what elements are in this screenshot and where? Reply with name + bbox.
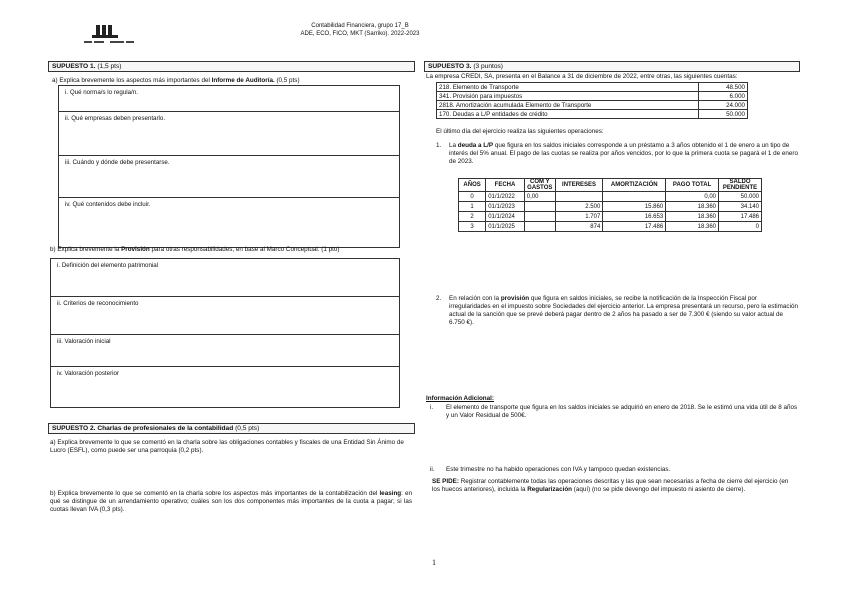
account-value: 24.000	[699, 101, 748, 110]
loan-row	[459, 202, 762, 212]
s3-title: SUPUESTO 3. (3 puntos)	[424, 61, 800, 72]
doc-header-line2: ADE, ECO, FICO, MKT (Sarriko). 2022-2023	[300, 31, 420, 37]
loan-cell: 874	[555, 222, 603, 232]
loan-cell: 0	[719, 222, 762, 232]
loan-cell: 1.707	[555, 212, 603, 222]
s2-qa-text: a) Explica brevemente lo que se comentó en la charla sobre las obligaciones contables y fiscales de una Entidad Sin Ánimo de Lucro (ESFL), como puede ser una parroquia (0,2 pts).	[50, 439, 404, 454]
s1-qa-answer-box	[58, 85, 400, 248]
s1-qb-answer-box	[50, 258, 400, 408]
loan-header-row	[459, 179, 762, 192]
s3-op2-number: 2.	[436, 295, 442, 302]
s3-op1-text: La deuda a L/P que figura en los saldos iniciales corresponde a un préstamo a 3 años obtenido el 1 de enero a un tipo de interés del 5% anual. El pago de las cuotas se realiza por años vencidos, por lo que la primera cuota se pagará el 1 de enero de 2023.	[449, 142, 798, 165]
loan-cell: 0,00	[524, 192, 555, 202]
s1-qb-text: b) Explica brevemente la Provisión para otras responsabilidades, en base al Marco Conceptual. (1 pto)	[50, 246, 340, 253]
s2-qb-text: b) Explica brevemente lo que se comentó en la charla sobre los aspectos más importantes de la contabilización del leasing: en qué se distingue de un arrendamiento operativo; cuáles son los dos componentes más importantes de la cuota a pagar; si las cuotas llevan IVA (0,3 pts).	[50, 490, 412, 513]
loan-cell: 3	[459, 222, 486, 232]
account-value: 6.000	[699, 92, 748, 101]
s3-loan-table	[458, 178, 762, 232]
loan-cell	[555, 192, 603, 202]
s3-info-ii: Este trimestre no ha habido operaciones con IVA y tampoco quedan existencias.	[446, 466, 671, 473]
loan-cell: 0,00	[666, 192, 719, 202]
s1-qb-item[interactable]: iv. Valoración posterior	[57, 370, 120, 377]
loan-cell: 1	[459, 202, 486, 212]
loan-cell	[524, 202, 555, 212]
loan-header: FECHA	[486, 179, 525, 192]
s3-intro: La empresa CREDI, SA, presenta en el Balance a 31 de diciembre de 2022, entre otras, las siguientes cuentas:	[426, 73, 738, 80]
s1-qa-text: a) Explica brevemente los aspectos más importantes del Informe de Auditoría. (0,5 pts)	[52, 77, 300, 84]
s3-op1-number: 1.	[436, 142, 442, 149]
page-number: 1	[432, 558, 436, 567]
loan-header: INTERESES	[555, 179, 603, 192]
account-name: 218. Elemento de Transporte	[437, 83, 699, 92]
loan-cell: 01/1/2023	[486, 202, 525, 212]
loan-cell: 0	[459, 192, 486, 202]
loan-cell	[524, 212, 555, 222]
loan-cell: 17.486	[603, 222, 666, 232]
s1-qa-item[interactable]: iv. Qué contenidos debe incluir.	[65, 201, 151, 208]
loan-cell: 01/1/2025	[486, 222, 525, 232]
loan-cell	[603, 192, 666, 202]
s3-info-i: El elemento de transporte que figura en los saldos iniciales se adquirió en enero de 2018. Se le estimó una vida útil de 8 años y un Valor Residual de 500€.	[446, 404, 798, 419]
s1-qb-item[interactable]: iii. Valoración inicial	[51, 335, 399, 367]
loan-cell: 15.860	[603, 202, 666, 212]
account-row	[437, 92, 748, 101]
doc-header-line1: Contabilidad Financiera, grupo 17_B	[311, 23, 409, 29]
account-name: 170. Deudas a L/P entidades de crédito	[437, 110, 699, 119]
s1-qa-item[interactable]: i. Qué norma/s lo regula/n.	[59, 86, 399, 112]
account-value: 50.000	[699, 110, 748, 119]
s3-info-title: Información Adicional:	[426, 395, 494, 402]
loan-cell: 18.360	[666, 202, 719, 212]
loan-row	[459, 222, 762, 232]
account-value: 48.500	[699, 83, 748, 92]
s1-qa-item[interactable]: iii. Cuándo y dónde debe presentarse.	[59, 156, 399, 198]
loan-cell: 18.360	[666, 222, 719, 232]
s3-accounts-table	[436, 82, 748, 119]
s1-qb-item[interactable]: i. Definición del elemento patrimonial	[51, 259, 399, 297]
s1-qa-item[interactable]: ii. Qué empresas deben presentarlo.	[59, 112, 399, 156]
loan-cell	[524, 222, 555, 232]
loan-header: AÑOS	[459, 179, 486, 192]
loan-row	[459, 192, 762, 202]
loan-cell: 01/1/2024	[486, 212, 525, 222]
loan-header: COM Y GASTOS	[524, 179, 555, 192]
s3-se-pide: SE PIDE: Registrar contablemente todas las operaciones descritas y las que sean necesarias a fecha de cierre del ejercicio (en los huecos anteriores), incluida la Regularización (aquí) (no se pide devengo del impuesto ni asiento de cierre).	[432, 478, 789, 493]
loan-cell: 2	[459, 212, 486, 222]
loan-cell: 34.140	[719, 202, 762, 212]
s3-info-i-number: i.	[430, 404, 434, 411]
loan-header: AMORTIZACIÓN	[603, 179, 666, 192]
account-row	[437, 101, 748, 110]
loan-header: SALDO PENDIENTE	[719, 179, 762, 192]
loan-row	[459, 212, 762, 222]
s1-title: SUPUESTO 1. (1,5 pts)	[48, 61, 415, 72]
loan-cell: 50.000	[719, 192, 762, 202]
s1-qb-item[interactable]: ii. Criterios de reconocimiento	[51, 297, 399, 335]
s3-op2-text: En relación con la provisión que figura en saldos iniciales, se recibe la notificación de la Inspección Fiscal por irregularidades en el impuesto sobre Sociedades del ejercicio anterior. La empresa presentará un recurso, pero la estimación actual de la sanción que se prevé deberá pagar dentro de 2 años ha pasado a ser de 7.300 € (siendo su valor actual de 6.750 €).	[449, 295, 798, 326]
loan-cell: 18.360	[666, 212, 719, 222]
account-row	[437, 83, 748, 92]
loan-header: PAGO TOTAL	[666, 179, 719, 192]
account-row	[437, 110, 748, 119]
loan-cell: 01/1/2022	[486, 192, 525, 202]
university-logo	[80, 23, 138, 53]
account-name: 341. Provisión para impuestos	[437, 92, 699, 101]
s3-ops-intro: El último día del ejercicio realiza las siguientes operaciones:	[436, 128, 604, 135]
loan-cell: 16.653	[603, 212, 666, 222]
loan-cell: 17.486	[719, 212, 762, 222]
s2-title: SUPUESTO 2. Charlas de profesionales de la contabilidad (0,5 pts)	[48, 423, 415, 434]
account-name: 2818. Amortización acumulada Elemento de Transporte	[437, 101, 699, 110]
loan-cell: 2.500	[555, 202, 603, 212]
s3-info-ii-number: ii.	[430, 466, 435, 473]
